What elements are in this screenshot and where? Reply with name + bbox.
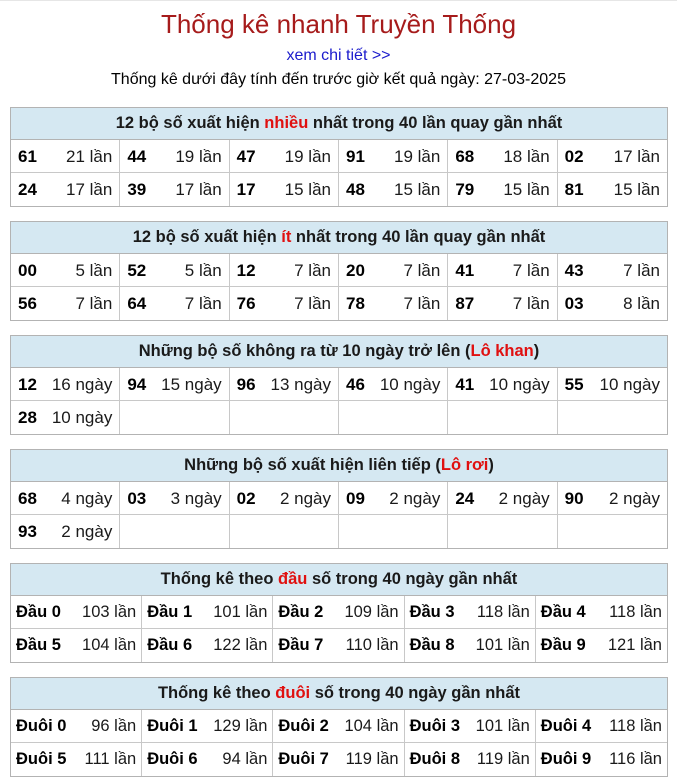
stat-count: 118 lần bbox=[476, 603, 530, 621]
empty-cell bbox=[558, 515, 667, 548]
stat-cell bbox=[405, 629, 536, 662]
stat-count: 17 lần bbox=[66, 180, 113, 199]
stat-cell bbox=[536, 596, 667, 629]
duoi-section bbox=[10, 677, 668, 777]
stat-count: 101 lần bbox=[475, 636, 530, 654]
page-title: Thống kê nhanh Truyền Thống bbox=[160, 9, 517, 39]
stat-number: 03 bbox=[564, 294, 584, 313]
stat-number: Đuôi 9 bbox=[540, 750, 592, 768]
stat-count: 8 lần bbox=[623, 294, 660, 313]
stat-cell bbox=[142, 710, 273, 743]
stat-cell bbox=[11, 596, 142, 629]
stat-number: 02 bbox=[564, 147, 584, 166]
stat-number: 47 bbox=[236, 147, 256, 166]
stat-cell bbox=[558, 287, 667, 320]
stat-number: 55 bbox=[564, 375, 584, 394]
stat-number: 09 bbox=[346, 489, 365, 508]
stat-cell bbox=[11, 401, 120, 434]
stat-count: 101 lần bbox=[475, 717, 530, 735]
stat-count: 15 lần bbox=[613, 180, 660, 199]
stat-cell bbox=[142, 743, 273, 776]
stat-number: 68 bbox=[18, 489, 37, 508]
most-frequent-header: 12 bộ số xuất hiện nhiều nhất trong 40 lần quay gần nhất bbox=[11, 108, 667, 140]
stat-cell bbox=[536, 629, 667, 662]
stat-count: 15 lần bbox=[503, 180, 550, 199]
stat-cell bbox=[11, 743, 142, 776]
stat-count: 15 lần bbox=[394, 180, 441, 199]
stat-cell bbox=[405, 710, 536, 743]
stat-count: 5 lần bbox=[184, 261, 222, 280]
stat-number: 43 bbox=[564, 261, 584, 280]
stat-count: 7 lần bbox=[403, 294, 441, 313]
stat-number: Đuôi 7 bbox=[278, 750, 329, 768]
stat-number: 68 bbox=[455, 147, 475, 166]
empty-cell bbox=[230, 401, 339, 434]
view-details-link[interactable]: xem chi tiết >> bbox=[286, 47, 391, 64]
page-subtitle: Thống kê dưới đây tính đến trước giờ kết quả ngày: 27-03-2025 bbox=[111, 71, 566, 88]
dau-highlight: đầu bbox=[278, 570, 308, 588]
least-frequent-header: 12 bộ số xuất hiện ít nhất trong 40 lần quay gần nhất bbox=[11, 222, 667, 254]
lo-khan-highlight: Lô khan bbox=[470, 342, 534, 360]
stat-number: Đầu 3 bbox=[409, 603, 455, 621]
stat-cell bbox=[11, 710, 142, 743]
stat-cell bbox=[230, 140, 339, 173]
stat-cell bbox=[448, 368, 557, 401]
stat-number: 03 bbox=[127, 489, 147, 508]
stat-cell bbox=[120, 368, 229, 401]
stat-number: 90 bbox=[564, 489, 584, 508]
dau-grid bbox=[11, 596, 667, 662]
stat-number: 79 bbox=[455, 180, 475, 199]
stat-count: 2 ngày bbox=[389, 489, 441, 508]
stat-number: 56 bbox=[18, 294, 37, 313]
lo-roi-section bbox=[10, 449, 668, 549]
lo-roi-grid bbox=[11, 482, 667, 548]
stat-cell bbox=[558, 368, 667, 401]
stat-count: 7 lần bbox=[512, 261, 550, 280]
stat-count: 7 lần bbox=[294, 261, 331, 280]
stat-count: 121 lần bbox=[607, 636, 662, 654]
stat-count: 19 lần bbox=[175, 147, 222, 166]
stat-number: Đầu 5 bbox=[16, 636, 61, 654]
stat-cell bbox=[230, 482, 339, 515]
stat-cell bbox=[558, 173, 667, 206]
stat-cell bbox=[405, 596, 536, 629]
stat-count: 119 lần bbox=[345, 750, 399, 768]
stat-number: 52 bbox=[127, 261, 147, 280]
lo-khan-header: Những bộ số không ra từ 10 ngày trở lên (Lô khan) bbox=[11, 336, 667, 368]
stat-count: 122 lần bbox=[213, 636, 268, 654]
stat-number: 94 bbox=[127, 375, 147, 394]
stat-count: 16 ngày bbox=[51, 375, 113, 394]
stat-cell bbox=[448, 173, 557, 206]
stat-cell bbox=[448, 287, 557, 320]
most-frequent-grid bbox=[11, 140, 667, 206]
stat-cell bbox=[11, 287, 120, 320]
stat-cell bbox=[273, 596, 404, 629]
stat-cell bbox=[230, 368, 339, 401]
empty-cell bbox=[558, 401, 667, 434]
stat-number: Đuôi 1 bbox=[147, 717, 198, 735]
stat-count: 13 ngày bbox=[270, 375, 331, 394]
stat-count: 94 lần bbox=[222, 750, 268, 768]
stat-number: 96 bbox=[236, 375, 256, 394]
stat-cell bbox=[11, 629, 142, 662]
stat-cell bbox=[11, 482, 120, 515]
empty-cell bbox=[448, 401, 557, 434]
stat-number: 44 bbox=[127, 147, 147, 166]
stat-number: 24 bbox=[455, 489, 475, 508]
stat-cell bbox=[11, 368, 120, 401]
top-divider bbox=[0, 0, 677, 1]
empty-cell bbox=[120, 515, 229, 548]
stat-number: 24 bbox=[18, 180, 37, 199]
stat-count: 2 ngày bbox=[279, 489, 331, 508]
most-frequent-section bbox=[10, 107, 668, 207]
stat-count: 7 lần bbox=[403, 261, 441, 280]
empty-cell bbox=[120, 401, 229, 434]
stat-number: Đầu 1 bbox=[147, 603, 193, 621]
stat-number: 12 bbox=[18, 375, 37, 394]
stat-count: 129 lần bbox=[213, 717, 268, 735]
stat-count: 109 lần bbox=[344, 603, 399, 621]
stat-number: 93 bbox=[18, 522, 37, 541]
stat-count: 21 lần bbox=[66, 147, 113, 166]
least-frequent-section bbox=[10, 221, 668, 321]
stat-count: 7 lần bbox=[294, 294, 331, 313]
stat-cell bbox=[120, 287, 229, 320]
stat-cell bbox=[448, 140, 557, 173]
stat-count: 111 lần bbox=[84, 750, 137, 768]
stat-count: 103 lần bbox=[82, 603, 137, 621]
stat-number: 76 bbox=[236, 294, 256, 313]
stat-count: 2 ngày bbox=[61, 522, 113, 541]
stat-count: 119 lần bbox=[476, 750, 530, 768]
stat-cell bbox=[230, 254, 339, 287]
stat-cell bbox=[339, 287, 448, 320]
stat-number: Đầu 6 bbox=[147, 636, 193, 654]
stat-count: 104 lần bbox=[82, 636, 137, 654]
stat-count: 118 lần bbox=[609, 603, 662, 621]
stat-count: 3 ngày bbox=[170, 489, 222, 508]
duoi-header: Thống kê theo đuôi số trong 40 ngày gần nhất bbox=[11, 678, 667, 710]
lo-roi-highlight: Lô rơi bbox=[440, 456, 489, 474]
empty-cell bbox=[339, 401, 448, 434]
stat-cell bbox=[558, 482, 667, 515]
stat-count: 17 lần bbox=[613, 147, 660, 166]
dau-header: Thống kê theo đầu số trong 40 ngày gần nhất bbox=[11, 564, 667, 596]
stat-cell bbox=[11, 515, 120, 548]
empty-cell bbox=[339, 515, 448, 548]
stat-cell bbox=[230, 173, 339, 206]
stat-cell bbox=[339, 482, 448, 515]
stat-count: 10 ngày bbox=[51, 408, 113, 427]
stat-count: 110 lần bbox=[345, 636, 399, 654]
stat-number: Đầu 8 bbox=[409, 636, 455, 654]
stat-cell bbox=[339, 173, 448, 206]
stat-count: 18 lần bbox=[503, 147, 550, 166]
stat-number: Đuôi 0 bbox=[16, 717, 67, 735]
stat-cell bbox=[448, 254, 557, 287]
stat-number: 41 bbox=[455, 261, 475, 280]
stat-number: 64 bbox=[127, 294, 147, 313]
stat-cell bbox=[120, 140, 229, 173]
stat-count: 2 ngày bbox=[498, 489, 550, 508]
stat-number: Đầu 4 bbox=[540, 603, 586, 621]
stat-count: 118 lần bbox=[609, 717, 662, 735]
stat-count: 19 lần bbox=[284, 147, 331, 166]
stat-count: 2 ngày bbox=[608, 489, 660, 508]
stat-cell bbox=[11, 173, 120, 206]
stat-count: 7 lần bbox=[184, 294, 222, 313]
stat-cell bbox=[120, 254, 229, 287]
stat-count: 5 lần bbox=[75, 261, 113, 280]
stat-number: 78 bbox=[346, 294, 365, 313]
stat-count: 17 lần bbox=[175, 180, 222, 199]
stat-count: 7 lần bbox=[512, 294, 550, 313]
stat-number: 41 bbox=[455, 375, 475, 394]
least-frequent-highlight: ít bbox=[281, 228, 292, 246]
stat-cell bbox=[11, 254, 120, 287]
stat-number: 00 bbox=[18, 261, 37, 280]
stat-count: 15 lần bbox=[284, 180, 331, 199]
stat-number: Đuôi 3 bbox=[409, 717, 461, 735]
stat-cell bbox=[120, 173, 229, 206]
stat-number: Đuôi 8 bbox=[409, 750, 461, 768]
least-frequent-grid bbox=[11, 254, 667, 320]
stat-cell bbox=[273, 710, 404, 743]
stat-cell bbox=[405, 743, 536, 776]
stat-count: 4 ngày bbox=[61, 489, 113, 508]
duoi-highlight: đuôi bbox=[275, 684, 311, 702]
stat-count: 19 lần bbox=[394, 147, 441, 166]
stat-count: 15 ngày bbox=[161, 375, 222, 394]
empty-cell bbox=[230, 515, 339, 548]
stat-cell bbox=[11, 140, 120, 173]
stat-cell bbox=[536, 743, 667, 776]
stat-count: 96 lần bbox=[91, 717, 137, 735]
stat-number: Đuôi 2 bbox=[278, 717, 329, 735]
stat-cell bbox=[273, 629, 404, 662]
empty-cell bbox=[448, 515, 557, 548]
stat-count: 10 ngày bbox=[489, 375, 550, 394]
stat-cell bbox=[142, 596, 273, 629]
stat-number: Đuôi 5 bbox=[16, 750, 67, 768]
stat-cell bbox=[558, 140, 667, 173]
stat-number: 46 bbox=[346, 375, 365, 394]
stat-number: 87 bbox=[455, 294, 475, 313]
stat-count: 7 lần bbox=[75, 294, 113, 313]
stat-cell bbox=[230, 287, 339, 320]
stat-number: 91 bbox=[346, 147, 365, 166]
lo-khan-grid bbox=[11, 368, 667, 434]
stat-count: 116 lần bbox=[609, 750, 662, 768]
most-frequent-highlight: nhiều bbox=[264, 114, 309, 132]
stat-number: Đầu 2 bbox=[278, 603, 324, 621]
stat-count: 101 lần bbox=[213, 603, 268, 621]
dau-section bbox=[10, 563, 668, 663]
stat-cell bbox=[339, 254, 448, 287]
stat-number: 12 bbox=[236, 261, 256, 280]
stat-cell bbox=[273, 743, 404, 776]
stat-number: 61 bbox=[18, 147, 37, 166]
stat-number: 28 bbox=[18, 408, 37, 427]
stat-number: Đầu 7 bbox=[278, 636, 324, 654]
stat-number: 81 bbox=[564, 180, 584, 199]
duoi-grid bbox=[11, 710, 667, 776]
stat-number: 48 bbox=[346, 180, 365, 199]
stat-number: 17 bbox=[236, 180, 256, 199]
stat-cell bbox=[120, 482, 229, 515]
stat-count: 10 ngày bbox=[379, 375, 441, 394]
lo-roi-header: Những bộ số xuất hiện liên tiếp (Lô rơi) bbox=[11, 450, 667, 482]
stat-number: 20 bbox=[346, 261, 365, 280]
stat-cell bbox=[558, 254, 667, 287]
stat-count: 7 lần bbox=[623, 261, 660, 280]
stat-cell bbox=[448, 482, 557, 515]
stat-number: Đầu 9 bbox=[540, 636, 586, 654]
stat-count: 10 ngày bbox=[599, 375, 660, 394]
stat-cell bbox=[142, 629, 273, 662]
stat-count: 104 lần bbox=[344, 717, 399, 735]
stat-cell bbox=[339, 368, 448, 401]
stat-number: Đuôi 6 bbox=[147, 750, 198, 768]
stat-number: Đầu 0 bbox=[16, 603, 61, 621]
stat-number: Đuôi 4 bbox=[540, 717, 592, 735]
stat-number: 39 bbox=[127, 180, 147, 199]
stat-cell bbox=[339, 140, 448, 173]
lo-khan-section bbox=[10, 335, 668, 435]
stat-cell bbox=[536, 710, 667, 743]
stat-number: 02 bbox=[236, 489, 256, 508]
